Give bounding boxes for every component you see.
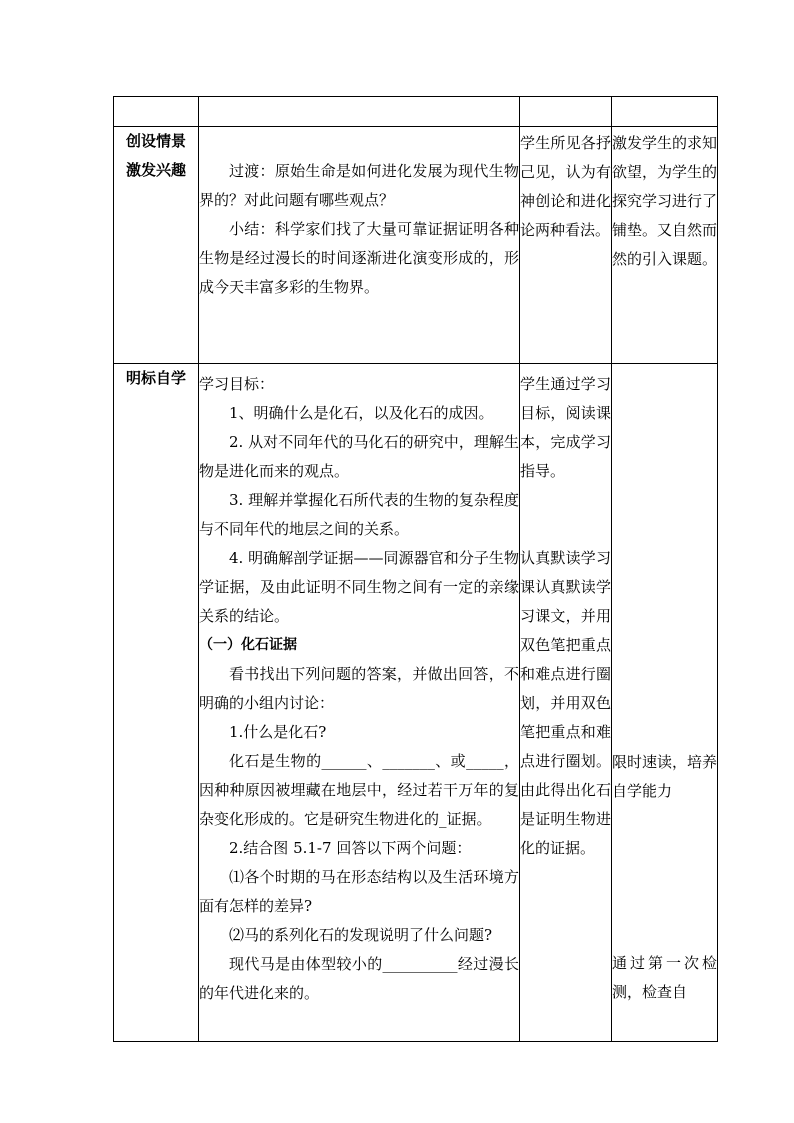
stage-label-line2: 激发兴趣 xyxy=(125,161,186,179)
question-2a: ⑴各个时期的马在形态结构以及生活环境方面有怎样的差异? xyxy=(199,868,519,915)
stage-cell xyxy=(114,127,199,364)
transition-paragraph: 过渡：原始生命是如何进化发展为现代生物界的？对此问题有哪些观点？ xyxy=(199,162,519,209)
stage-cell xyxy=(114,364,199,1042)
design-intent-cell xyxy=(612,364,718,1042)
question-1-fill-in: 化石是生物的______、_______、或_____，因种种原因被埋藏在地层中，经过若干万年的复杂变化形成的。它是研究生物进化的_证据。 xyxy=(199,752,519,828)
design-intent-text: 通过第一次检测，检查自 xyxy=(612,954,717,1001)
teacher-activity-cell xyxy=(199,127,520,364)
table-row xyxy=(114,364,718,1042)
lesson-plan-table xyxy=(113,96,718,1042)
goal-item: 3. 理解并掌握化石所代表的生物的复杂程度与不同年代的地层之间的关系。 xyxy=(199,491,519,538)
empty-cell xyxy=(520,97,612,127)
empty-cell xyxy=(114,97,199,127)
question-2: 2.结合图 5.1-7 回答以下两个问题： xyxy=(229,839,472,857)
goal-item: 4. 明确解剖学证据——同源器官和分子生物学证据，及由此证明不同生物之间有一定的亲缘关系的结论。 xyxy=(199,549,519,625)
spacer xyxy=(520,486,611,544)
question-1: 1.什么是化石? xyxy=(229,723,327,741)
stage-label-line1: 创设情景 xyxy=(125,132,186,150)
question-2b: ⑵马的系列化石的发现说明了什么问题? xyxy=(229,926,493,944)
section-title: （一）化石证据 xyxy=(199,637,297,653)
summary-paragraph: 小结：科学家们找了大量可靠证据证明各种生物是经过漫长的时间逐渐进化演变形成的，形成今天丰富多彩的生物界。 xyxy=(199,220,519,296)
table-row xyxy=(114,127,718,364)
goal-item: 1、明确什么是化石，以及化石的成因。 xyxy=(229,404,494,422)
student-activity-text: 认真默读学习课认真默读学习课文，并用双色笔把重点和难点进行圈划，并用双色笔把重点和难点进行圈划。由此得出化石是证明生物进化的证据。 xyxy=(520,549,611,857)
teacher-activity-cell xyxy=(199,364,520,1042)
goal-item: 2. 从对不同年代的马化石的研究中，理解生物是进化而来的观点。 xyxy=(199,433,519,480)
question-2-fill-in: 现代马是由体型较小的__________经过漫长的年代进化来的。 xyxy=(199,955,519,1002)
goals-heading: 学习目标： xyxy=(199,375,275,393)
student-activity-text: 学生所见各抒己见，认为有神创论和进化论两种看法。 xyxy=(520,134,611,239)
table-row xyxy=(114,97,718,127)
instruction-paragraph: 看书找出下列问题的答案，并做出回答，不明确的小组内讨论： xyxy=(199,665,519,712)
stage-label: 明标自学 xyxy=(125,369,186,387)
design-intent-cell xyxy=(612,127,718,364)
student-activity-cell xyxy=(520,127,612,364)
design-intent-text: 激发学生的求知欲望，为学生的探究学习进行了铺垫。又自然而然的引入课题。 xyxy=(612,134,718,268)
student-activity-cell xyxy=(520,364,612,1042)
design-intent-text: 限时速读，培养自学能力 xyxy=(612,753,718,800)
student-activity-text: 学生通过学习目标，阅读课本，完成学习指导。 xyxy=(520,375,611,480)
empty-cell xyxy=(199,97,520,127)
empty-cell xyxy=(612,97,718,127)
